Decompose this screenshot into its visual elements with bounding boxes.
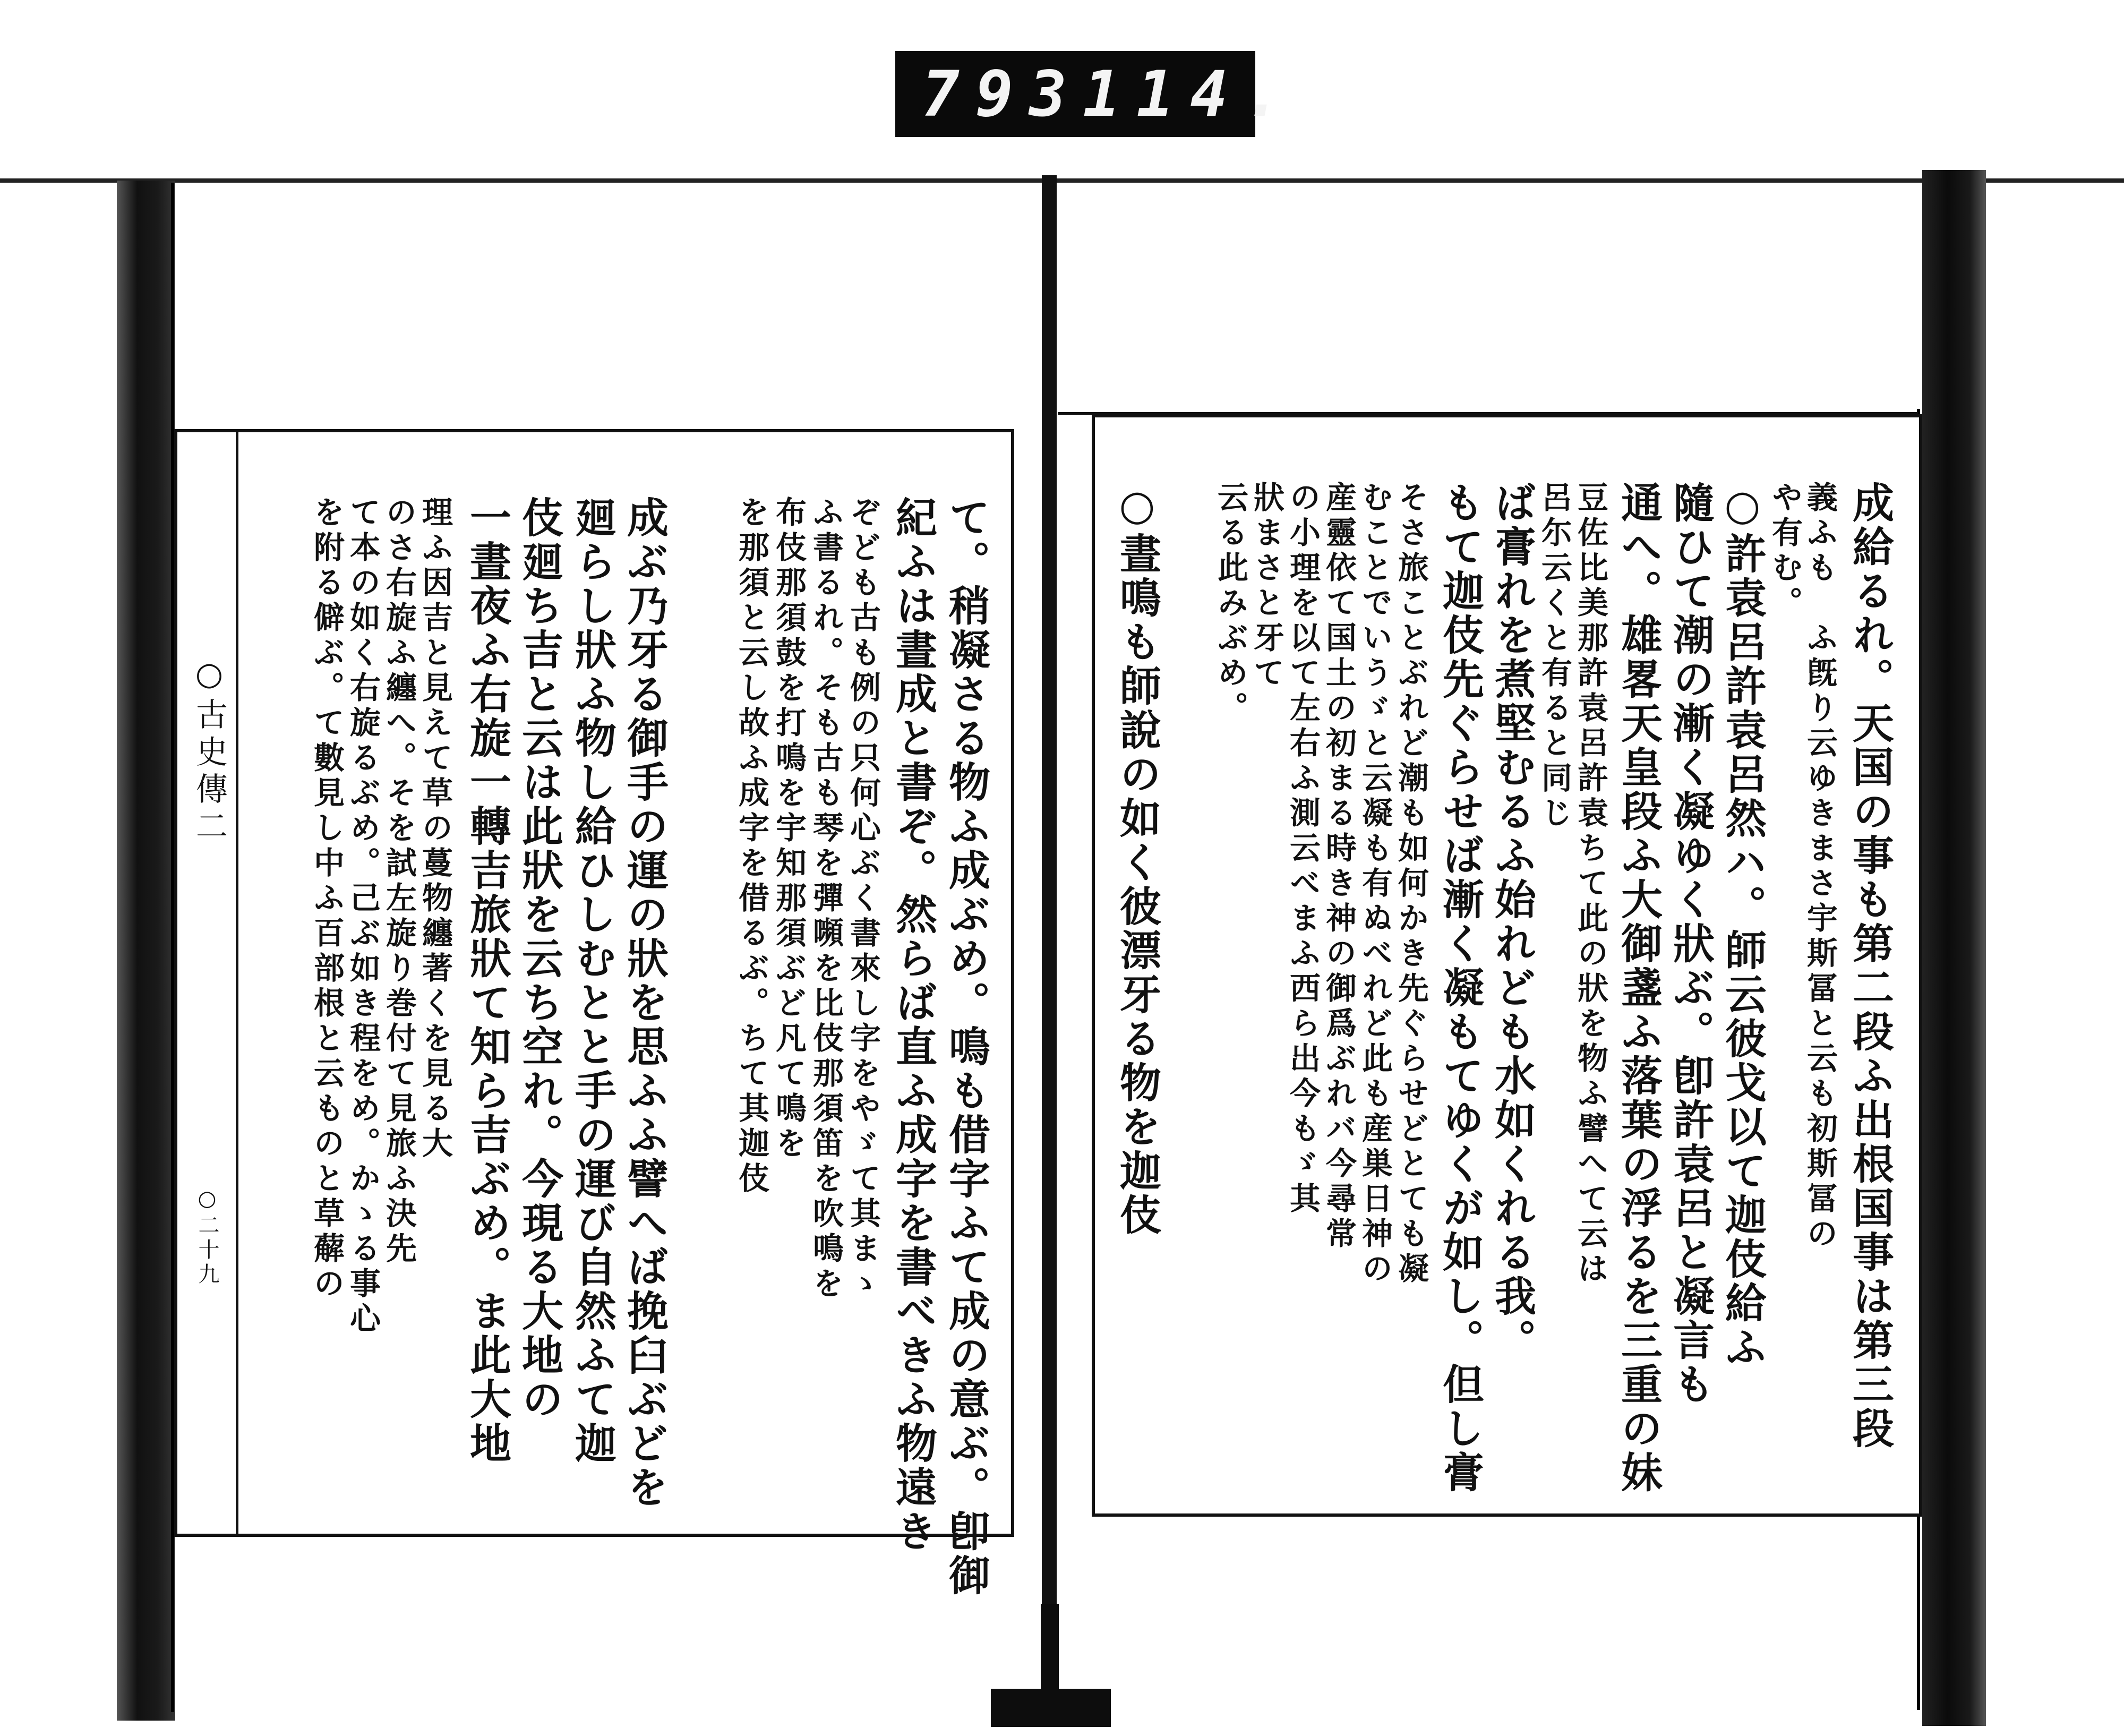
catalog-label <box>895 51 1298 137</box>
spine-base <box>1041 1604 1059 1699</box>
text-column: 理ふ因吉と見えて草の蔓物纏著くを見る大 <box>417 496 453 1162</box>
text-column: 成給るれ。天国の事も第二段ふ出根国事は第三段 <box>1846 481 1894 1451</box>
text-column: ○晝鳴も師說の如く彼漂牙る物を迦伎 <box>1113 481 1161 1237</box>
text-column: 成ぶ乃牙る御手の運の狀を思ふふ譬へば挽臼ぶどを <box>620 496 669 1510</box>
catalog-number-right: 114. <box>1083 57 1298 131</box>
text-column: 隨ひて潮の漸く凝ゆく狀ぶ。卽許袁呂と凝言も <box>1666 481 1715 1407</box>
text-column: 狀まさと牙て <box>1248 481 1284 691</box>
text-column: そさ旅ことぶれど潮も如何かき先ぐらせどとても凝 <box>1393 481 1429 1287</box>
text-column: て本の如く右旋るぶめ。己ぶ如き程をめ。かゝる事心 <box>345 496 381 1337</box>
spine-foot <box>991 1689 1111 1727</box>
text-column: 紀ふは晝成と書ぞ。然らば直ふ成字を書べきふ物遠き <box>889 496 937 1554</box>
top-rule <box>0 178 2124 183</box>
text-column: 廻らし狀ふ物し給ひしむとと手の運び自然ふて迦 <box>568 496 616 1466</box>
text-column: を附る僻ぶ。て數見し中ふ百部根と云ものと草薢の <box>309 496 345 1302</box>
text-column: 義ふも ふ旣り云ゆきまさ宇斯冨と云も初斯冨の <box>1802 481 1838 1252</box>
text-column: ば膏れを煮堅むるふ始れども水如くれる我。 <box>1488 481 1536 1363</box>
text-column: 一晝夜ふ右旋一轉吉旅狀て知ら吉ぶめ。ま此大地 <box>463 496 511 1466</box>
right-page-text-panel <box>1092 414 1922 1517</box>
side-margin-rule <box>236 432 238 1534</box>
text-column: 布伎那須鼓を打鳴を宇知那須ぶど凡て鳴を <box>770 496 807 1162</box>
text-column: むことでいうゞと云凝も有ぬべれど此も産巣日神の <box>1357 481 1393 1287</box>
text-column: 呂尓云くと有ると同じ <box>1536 481 1572 832</box>
text-column: ふ書るれ。そも古も琴を彈嚬を比伎那須笛を吹鳴を <box>808 496 844 1302</box>
folio-number: ○二十九 <box>195 1186 219 1287</box>
right-cover-edge <box>1922 170 1986 1726</box>
left-cover-edge <box>117 181 175 1721</box>
text-column: 豆佐比美那許袁呂許袁ちて此の狀を物ふ譬へて云は <box>1572 481 1608 1287</box>
book-spine <box>1042 175 1057 1620</box>
catalog-number-left: 793 <box>922 57 1083 131</box>
text-column: を那須と云し故ふ成字を借るぶ。ちて其迦伎 <box>733 496 769 1197</box>
text-column: の小理を以て左右ふ測云べまふ西ら出今もゞ其 <box>1284 481 1321 1217</box>
text-column: ○許袁呂許袁呂然ハ。師云彼戈以て迦伎給ふ <box>1718 481 1767 1370</box>
text-column: 通へ。雄畧天皇段ふ大御盞ふ落葉の浮るを三重の妹 <box>1614 481 1663 1495</box>
text-column: て。稍凝さる物ふ成ぶめ。鳴も借字ふて成の意ぶ。卽御 <box>942 496 990 1598</box>
text-column: ぞども古も例の只何心ぶく書來し字をやゞて其まゝ <box>845 496 881 1302</box>
text-column: 云る此みぶめ。 <box>1212 481 1248 726</box>
text-column: 伎廻ち吉と云は此狀を云ち空れ。今現る大地の <box>515 496 563 1422</box>
text-column: もて迦伎先ぐらせば漸く凝もてゆくが如し。但し膏 <box>1436 481 1484 1495</box>
left-page-text-panel <box>174 429 1014 1598</box>
text-column: や有む。 <box>1767 481 1803 621</box>
side-title: ○古史傳二 <box>191 655 228 846</box>
text-column: のさ右旋ふ纏へ。そを試左旋り巻付て見旅ふ決先 <box>381 496 417 1267</box>
text-column: 産靈依て国土の初まる時き神の御爲ぶれバ今尋常 <box>1321 481 1357 1252</box>
